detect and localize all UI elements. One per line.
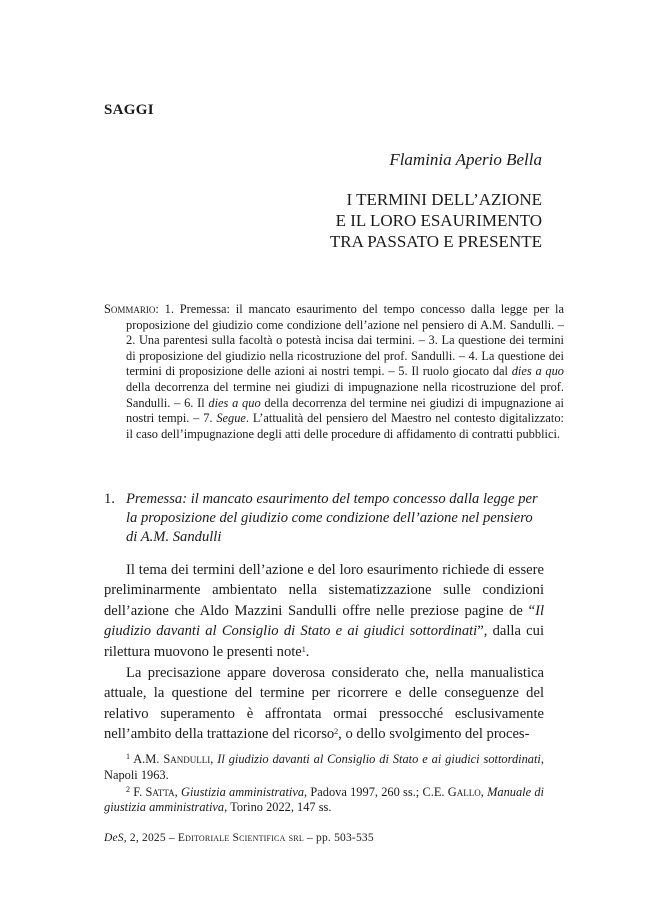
section-label: SAGGI xyxy=(104,102,154,118)
title-line-3: TRA PASSATO E PRESENTE xyxy=(329,232,542,251)
fn1-author: Sandulli xyxy=(163,752,211,766)
summary-italic-3: Segue xyxy=(216,411,246,426)
para1-text-c: . xyxy=(305,643,310,660)
para1-text-a: Il tema dei termini dell’azione e del loro esaurimento richiede di essere preliminarmente ambientato nella sistematizzazione sulle condizioni dell’azione che Aldo Mazzini Sandulli offre nelle preziose pagine de “ xyxy=(104,562,544,619)
summary-text-4: . L’attualità del pensiero del Maestro nel contesto digitalizzato: il caso dell’impugnazione degli atti delle procedure di affidamento di contratti pubblici. xyxy=(126,411,564,441)
para1-text-b: ”, dalla cui rilettura muovono le presenti note xyxy=(104,623,544,660)
section-heading-text: Premessa: il mancato esaurimento del tempo concesso dalla legge per la proposizione del giudizio come condizione dell’azione nel pensiero di A.M. Sandulli xyxy=(126,491,538,545)
paragraph-1 xyxy=(104,560,544,662)
footnote-2-number: 2 xyxy=(126,784,130,794)
fn2-title-2: Manuale di giustizia amministrativa xyxy=(104,784,544,815)
journal-abbrev: DeS xyxy=(104,832,124,844)
summary-text-2: della decorrenza del termine nei giudizi di impugnazione nella ricostruzione del prof. Sandulli. – 6. Il xyxy=(126,379,564,410)
footnote-1-number: 1 xyxy=(126,752,130,761)
footnotes xyxy=(104,752,544,816)
summary-italic-1: dies a quo xyxy=(511,364,564,379)
fn1-title: Il giudizio davanti al Consiglio di Stato e ai giudici sottordinati xyxy=(217,752,541,766)
fn2-sep-2: , xyxy=(480,784,488,799)
article-author: Flaminia Aperio Bella xyxy=(389,150,542,169)
section-1-heading xyxy=(104,490,544,547)
section-number: 1. xyxy=(104,491,115,507)
page-range: – pp. 503-535 xyxy=(303,832,374,844)
footnote-ref-1: 1 xyxy=(301,644,306,654)
footnote-1 xyxy=(104,752,544,784)
fn1-rest: , Napoli 1963. xyxy=(104,752,544,782)
article-title xyxy=(330,189,542,252)
summary-text-3: della decorrenza del termine nei giudizi di impugnazione ai nostri tempi. – 7. xyxy=(126,395,564,426)
summary-text-1: : 1. Premessa: il mancato esaurimento del tempo concesso dalla legge per la proposizione del giudizio come condizione dell’azione nel pensiero di A.M. Sandulli. – 2. Una parentesi sulla facoltà o potestà incisa dai termini. – 3. La questione dei termini di proposizione del giudizio nella ricostruzione del prof. Sandulli. – 4. La questione dei termini di proposizione delle azioni ai nostri tempi. – 5. Il ruolo giocato dal xyxy=(126,302,564,379)
fn2-mid: , Padova 1997, 260 ss.; C.E. xyxy=(304,784,448,799)
para2-text-b: , o dello svolgimento del proces- xyxy=(338,726,530,743)
footnote-2 xyxy=(104,785,544,817)
fn2-author-2: Gallo xyxy=(447,784,481,799)
body-text xyxy=(104,560,544,745)
para2-text-a: La precisazione appare doverosa considerato che, nella manualistica attuale, la questione del termine per ricorrere e delle conseguenze del relativo superamento è affrontata ormai pressocché esclusivamente nell’ambito della trattazione del ricorso xyxy=(104,665,544,743)
fn1-initials: A.M. xyxy=(133,752,164,766)
para1-book-title: Il giudizio davanti al Consiglio di Stato e ai giudici sottordinati xyxy=(104,602,544,640)
fn2-author-1: Satta xyxy=(145,784,175,799)
fn2-initials-1: F. xyxy=(133,784,146,799)
fn2-sep-1: , xyxy=(174,784,182,799)
fn2-title-1: Giustizia amministrativa xyxy=(181,784,305,799)
fn2-rest: , Torino 2022, 147 ss. xyxy=(224,800,332,815)
summary-label: Sommario xyxy=(104,302,156,316)
summary-block xyxy=(104,302,564,442)
fn1-sep: , xyxy=(210,752,218,766)
title-line-2: E IL LORO ESAURIMENTO xyxy=(335,211,542,230)
summary-italic-2: dies a quo xyxy=(208,395,261,410)
publisher-name: Editoriale Scientifica srl xyxy=(177,832,304,844)
footnote-ref-2: 2 xyxy=(334,727,339,737)
page-footer xyxy=(104,832,374,844)
paragraph-2 xyxy=(104,663,544,745)
issue-info: , 2, 2025 – xyxy=(123,832,178,844)
title-line-1: I TERMINI DELL’AZIONE xyxy=(346,190,542,209)
